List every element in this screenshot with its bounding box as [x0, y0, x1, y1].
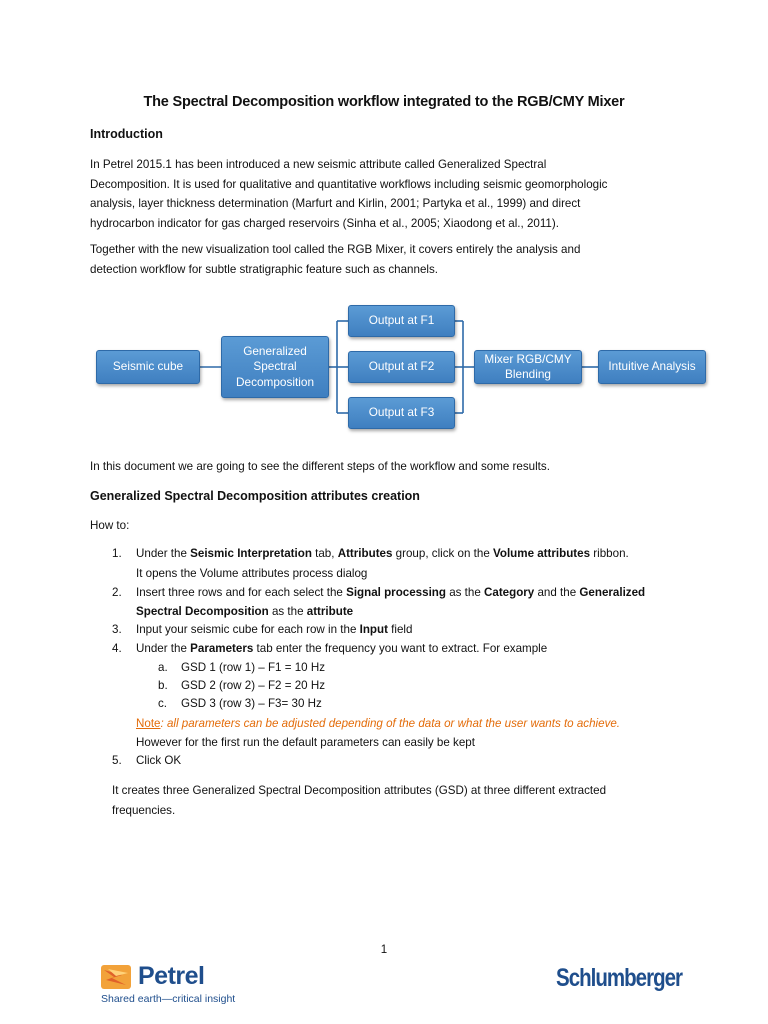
seismic-cube-box	[96, 350, 200, 384]
output-f2-label: Output at F2	[368, 359, 435, 374]
mixer-box	[474, 350, 582, 384]
step-number: 5.	[112, 754, 122, 767]
section-heading: Generalized Spectral Decomposition attributes creation	[90, 489, 420, 503]
document-title: The Spectral Decomposition workflow integrated to the RGB/CMY Mixer	[143, 94, 625, 110]
output-f3-box	[348, 397, 455, 429]
note-text: Note: all parameters can be adjusted depending of the data or what the user wants to achieve.	[136, 717, 621, 730]
petrel-logo-icon	[100, 962, 134, 992]
step-number: 1.	[112, 547, 122, 560]
note-label: Note	[136, 717, 161, 730]
intro-p1-line: analysis, layer thickness determination (Marfurt and Kirlin, 2001; Partyka et al., 1999) and direct	[90, 197, 581, 210]
intro-p1-line: hydrocarbon indicator for gas charged reservoirs (Sinha et al., 2005; Xiaodong et al., 2011).	[90, 216, 559, 230]
after-diagram-paragraph	[90, 457, 690, 477]
output-f3-label: Output at F3	[368, 405, 435, 420]
sub-item-label: b.	[158, 679, 168, 692]
step-text: Input your seismic cube for each row in the Input field	[136, 623, 413, 636]
intuitive-analysis-box	[598, 350, 706, 384]
sub-item-text: GSD 1 (row 1) – F1 = 10 Hz	[181, 661, 326, 674]
petrel-tagline: Shared earth—critical insight	[101, 993, 236, 1005]
step-text: Under the Seismic Interpretation tab, Attributes group, click on the Volume attributes ribbon.	[136, 547, 629, 560]
howto-text: How to:	[90, 519, 130, 532]
introduction-heading: Introduction	[90, 127, 163, 141]
result-line: It creates three Generalized Spectral Decomposition attributes (GSD) at three different extracted	[112, 784, 607, 797]
sub-item-label: c.	[158, 697, 168, 710]
intro-p2-line: Together with the new visualization tool called the RGB Mixer, it covers entirely the analysis and	[90, 243, 581, 256]
intuitive-analysis-label: Intuitive Analysis	[608, 359, 696, 374]
intro-p1-line: In Petrel 2015.1 has been introduced a new seismic attribute called Generalized Spectral	[90, 158, 547, 171]
seismic-cube-label: Seismic cube	[112, 359, 184, 374]
note-after-text: However for the first run the default parameters can easily be kept	[136, 736, 475, 749]
step-text: Under the Parameters tab enter the frequency you want to extract. For example	[136, 642, 548, 655]
step-number: 3.	[112, 623, 122, 636]
step-number: 4.	[112, 642, 122, 655]
petrel-logo-text: Petrel	[138, 962, 205, 990]
output-f2-box	[348, 351, 455, 383]
output-f1-label: Output at F1	[368, 313, 435, 328]
intro-p2-line: detection workflow for subtle stratigraphic feature such as channels.	[90, 262, 438, 276]
step-text: It opens the Volume attributes process dialog	[136, 567, 368, 580]
sub-item-text: GSD 3 (row 3) – F3= 30 Hz	[181, 697, 322, 710]
result-line: frequencies.	[112, 803, 176, 817]
step-text: Click OK	[136, 754, 182, 767]
intro-p1-line: Decomposition. It is used for qualitative and quantitative workflows including seismic geomorphologic	[90, 177, 608, 191]
result-paragraph	[112, 781, 712, 820]
gsd-box	[221, 336, 329, 398]
howto-line	[90, 516, 690, 536]
sub-item-label: a.	[158, 661, 168, 674]
gsd-label: Generalized Spectral Decomposition	[235, 343, 315, 389]
sub-item-text: GSD 2 (row 2) – F2 = 20 Hz	[181, 679, 326, 692]
schlumberger-logo: Schlumberger	[556, 964, 683, 992]
page-number: 1	[380, 944, 388, 956]
step-text: Spectral Decomposition as the attribute	[136, 605, 354, 618]
after-diagram-text: In this document we are going to see the different steps of the workflow and some results.	[90, 460, 550, 473]
step-number: 2.	[112, 586, 122, 599]
step-text: Insert three rows and for each select the Signal processing as the Category and the Generalized	[136, 586, 646, 599]
mixer-label: Mixer RGB/CMY Blending	[484, 351, 572, 381]
output-f1-box	[348, 305, 455, 337]
